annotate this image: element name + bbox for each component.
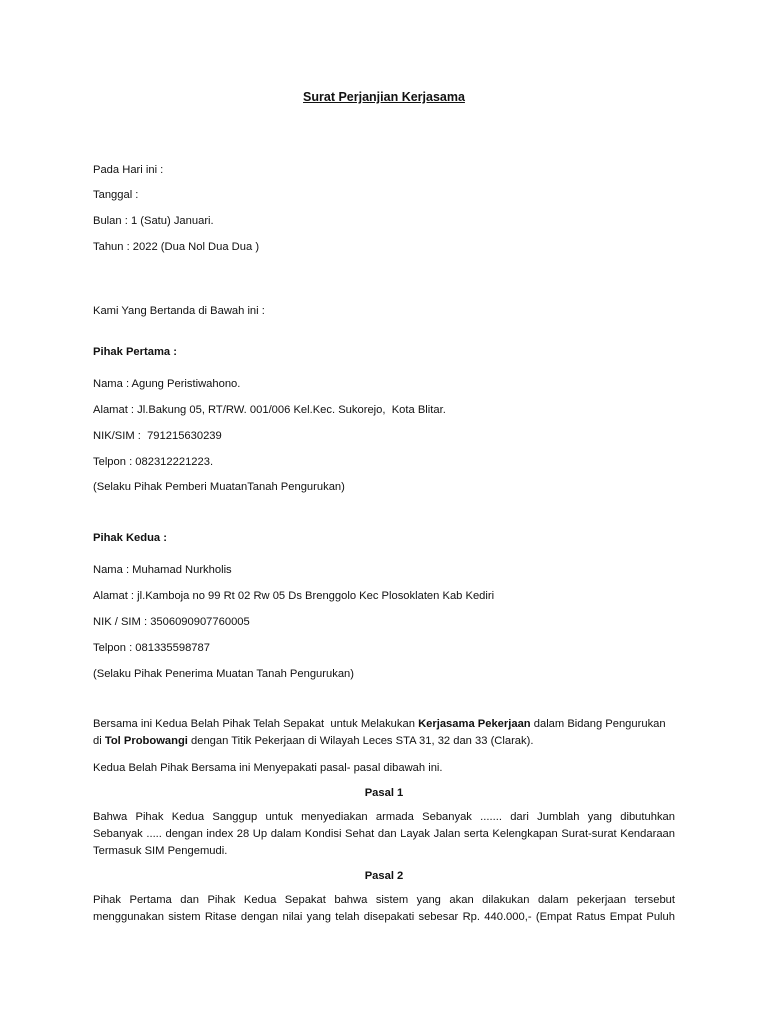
agreement-paragraph — [93, 716, 675, 750]
document-title: Surat Perjanjian Kerjasama — [303, 90, 465, 104]
pihak-kedua-nama: Nama : Muhamad Nurkholis — [93, 564, 232, 576]
agreement-text: di — [93, 735, 105, 747]
pasal-1-line: Termasuk SIM Pengemudi. — [93, 845, 228, 857]
pihak-pertama-alamat: Alamat : Jl.Bakung 05, RT/RW. 001/006 Kel.Kec. Sukorejo, Kota Blitar. — [93, 404, 446, 416]
hari-line: Pada Hari ini : — [93, 164, 164, 176]
tanggal-line: Tanggal : — [93, 189, 139, 201]
pasal-2-line: menggunakan sistem Ritase dengan nilai yang telah disepakati sebesar Rp. 440.000,- (Empat Ratus Empat Puluh — [93, 911, 675, 923]
agreement-highlight: Kerjasama Pekerjaan — [418, 718, 531, 730]
agreement-line-2: Kedua Belah Pihak Bersama ini Menyepakati pasal- pasal dibawah ini. — [93, 762, 443, 774]
pihak-pertama-role: (Selaku Pihak Pemberi MuatanTanah Pengurukan) — [93, 481, 345, 493]
intro-line: Kami Yang Bertanda di Bawah ini : — [93, 305, 265, 317]
pihak-pertama-telpon: Telpon : 082312221223. — [93, 456, 214, 468]
bulan-line: Bulan : 1 (Satu) Januari. — [93, 215, 214, 227]
pihak-kedua-heading: Pihak Kedua : — [93, 532, 167, 544]
pihak-kedua-alamat: Alamat : jl.Kamboja no 99 Rt 02 Rw 05 Ds Brenggolo Kec Plosoklaten Kab Kediri — [93, 590, 495, 602]
agreement-text: dengan Titik Pekerjaan di Wilayah Leces STA 31, 32 dan 33 (Clarak). — [187, 735, 534, 747]
pasal-2-line: Pihak Pertama dan Pihak Kedua Sepakat bahwa sistem yang akan dilakukan dalam pekerjaan tersebut — [93, 894, 675, 906]
agreement-text: Bersama ini Kedua Belah Pihak Telah Sepakat untuk Melakukan — [93, 718, 419, 730]
tahun-line: Tahun : 2022 (Dua Nol Dua Dua ) — [93, 241, 260, 253]
pasal-1-line: Sebanyak ..... dengan index 28 Up dalam Kondisi Sehat dan Layak Jalan serta Kelengkapan Surat-surat Kendaraan — [93, 828, 675, 840]
pihak-pertama-heading: Pihak Pertama : — [93, 346, 177, 358]
pihak-kedua-role: (Selaku Pihak Penerima Muatan Tanah Pengurukan) — [93, 668, 354, 680]
pasal-1-paragraph — [93, 809, 675, 860]
pihak-pertama-nik: NIK/SIM : 791215630239 — [93, 430, 222, 442]
pasal-1-line: Bahwa Pihak Kedua Sanggup untuk menyediakan armada Sebanyak ....... dari Jumblah yang dibutuhkan — [93, 811, 675, 823]
agreement-highlight: Tol Probowangi — [104, 735, 188, 747]
pasal-2-paragraph — [93, 892, 675, 926]
pihak-pertama-nama: Nama : Agung Peristiwahono. — [93, 378, 241, 390]
pasal-2-heading: Pasal 2 — [364, 870, 404, 882]
agreement-text: dalam Bidang Pengurukan — [530, 718, 666, 730]
pihak-kedua-nik: NIK / SIM : 3506090907760005 — [93, 616, 250, 628]
pihak-kedua-telpon: Telpon : 081335598787 — [93, 642, 210, 654]
pasal-1-heading: Pasal 1 — [364, 787, 404, 799]
